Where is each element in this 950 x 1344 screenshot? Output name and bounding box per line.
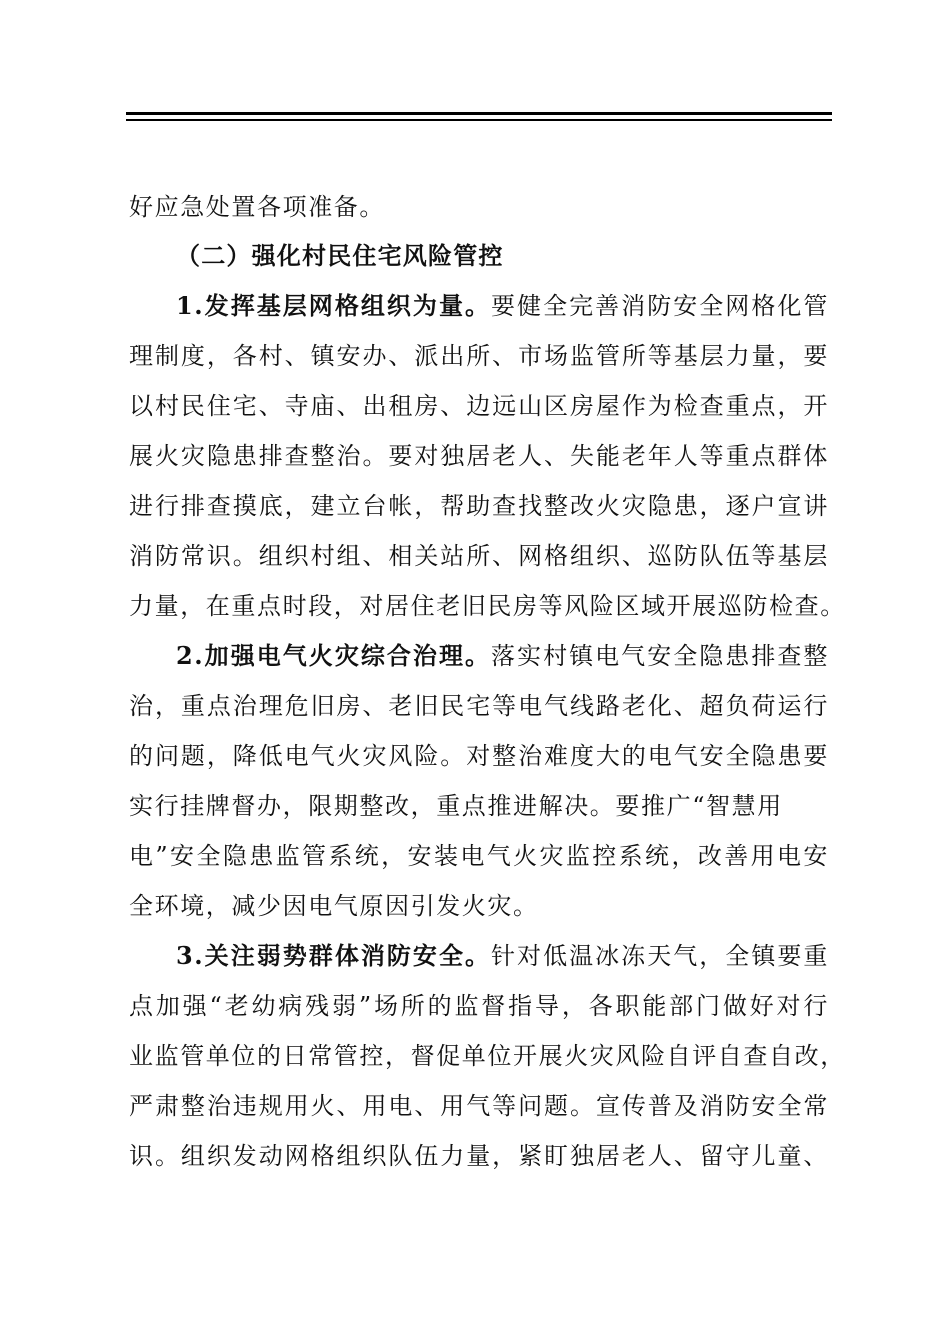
item2-lead: 2.加强电气火灾综合治理。 <box>176 641 492 670</box>
item3-line: 点加强“老幼病残弱”场所的监督指导，各职能部门做好对行 <box>129 992 829 1020</box>
continuation-line: 好应急处置各项准备。 <box>129 193 385 221</box>
item2-line: 治，重点治理危旧房、老旧民宅等电气线路老化、超负荷运行 <box>129 692 829 720</box>
item3-line: 严肃整治违规用火、用电、用气等问题。宣传普及消防安全常 <box>129 1092 829 1120</box>
header-rule-thin <box>126 119 832 121</box>
item1-line: 消防常识。组织村组、相关站所、网格组织、巡防队伍等基层 <box>129 542 829 570</box>
item2-line: 实行挂牌督办，限期整改，重点推进解决。要推广“智慧用 <box>129 792 783 820</box>
item3-first-line <box>176 938 829 974</box>
item3-line: 识。组织发动网格组织队伍力量，紧盯独居老人、留守儿童、 <box>129 1142 829 1170</box>
item1-line: 展火灾隐患排查整治。要对独居老人、失能老年人等重点群体 <box>129 442 829 470</box>
item3-line: 业监管单位的日常管控，督促单位开展火灾风险自评自查自改， <box>129 1042 846 1070</box>
item1-first-rest: 要健全完善消防安全网格化管 <box>491 292 829 320</box>
item2-line: 电”安全隐患监管系统，安装电气火灾监控系统，改善用电安 <box>129 842 829 870</box>
item1-line: 进行排查摸底，建立台帐，帮助查找整改火灾隐患，逐户宣讲 <box>129 492 829 520</box>
item3-first-rest: 针对低温冰冻天气，全镇要重 <box>491 942 829 970</box>
item2-line: 全环境，减少因电气原因引发火灾。 <box>129 892 539 920</box>
item1-line: 理制度，各村、镇安办、派出所、市场监管所等基层力量，要 <box>129 342 829 370</box>
item1-first-line <box>176 288 829 324</box>
item3-lead: 3.关注弱势群体消防安全。 <box>176 941 492 970</box>
item1-line: 力量，在重点时段，对居住老旧民房等风险区域开展巡防检查。 <box>129 592 846 620</box>
item1-line: 以村民住宅、寺庙、出租房、边远山区房屋作为检查重点，开 <box>129 392 829 420</box>
item2-first-line <box>176 638 829 674</box>
header-rule-thick <box>126 112 832 115</box>
item1-lead: 1.发挥基层网格组织为量。 <box>176 291 492 320</box>
item2-line: 的问题，降低电气火灾风险。对整治难度大的电气安全隐患要 <box>129 742 829 770</box>
section-heading: （二）强化村民住宅风险管控 <box>176 241 504 270</box>
item2-first-rest: 落实村镇电气安全隐患排查整 <box>491 642 829 670</box>
